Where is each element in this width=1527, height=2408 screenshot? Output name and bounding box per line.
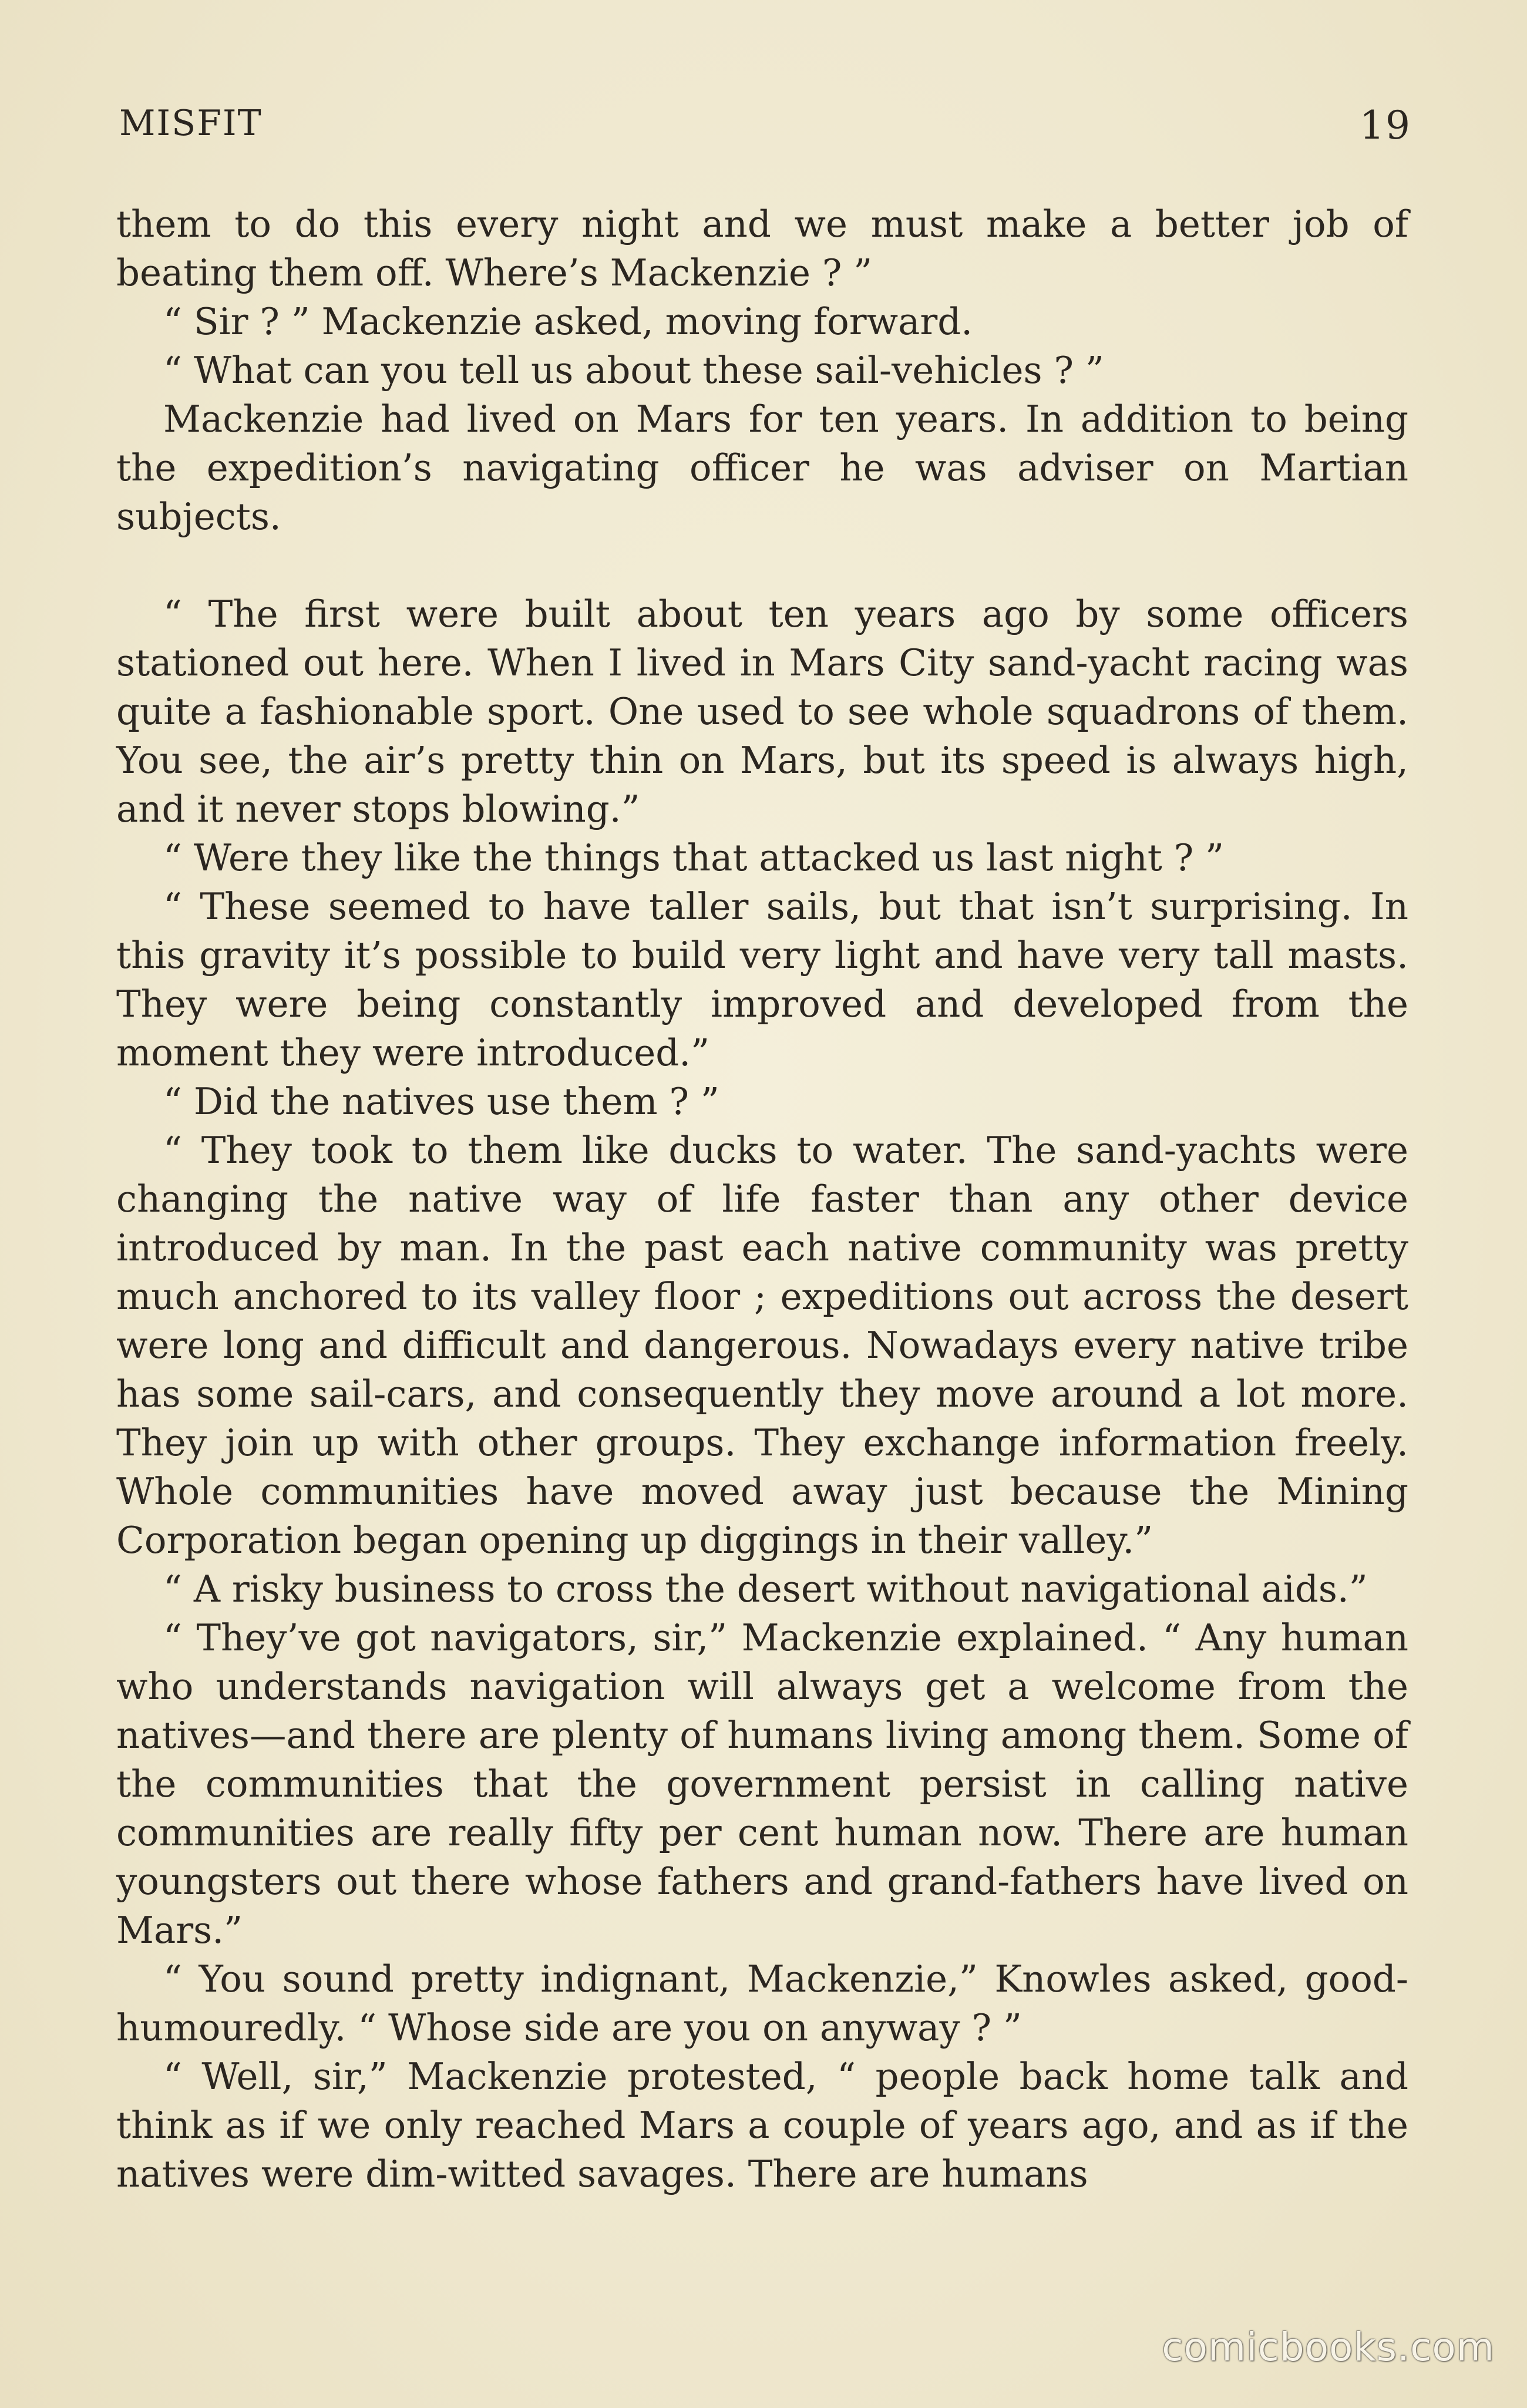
page-number: 19 (1360, 103, 1411, 148)
paragraph: “ The first were built about ten years ago by some officers stationed out here. When I lived in Mars City sand-yacht racing was quite a fashionable sport. One used to see whole squadrons of them. You see, the air’s pretty thin on Mars, but its speed is always high, and it never stops blowing.” (116, 593, 1408, 830)
paragraph: “ Well, sir,” Mackenzie protested, “ people back home talk and think as if we only reached Mars a couple of years ago, and as if the natives were dim-witted savages. There are humans (116, 2055, 1408, 2195)
paragraph: “ You sound pretty indignant, Mackenzie,” Knowles asked, good-humouredly. “ Whose side are you on anyway ? ” (116, 1958, 1408, 2049)
paragraph: them to do this every night and we must make a better job of beating them off. Where’s Mackenzie ? ” (116, 203, 1408, 294)
paragraph: “ These seemed to have taller sails, but that isn’t surprising. In this gravity it’s possible to build very light and have very tall masts. They were being constantly improved and developed from the moment they were introduced.” (116, 885, 1408, 1074)
watermark: comicbooks.com (1162, 2325, 1495, 2370)
paragraph: “ A risky business to cross the desert without navigational aids.” (163, 1568, 1368, 1610)
paragraph: “ They’ve got navigators, sir,” Mackenzie explained. “ Any human who understands navigation will always get a welcome from the natives—and there are plenty of humans living among them. Some of the communities that the government persist in calling native communities are really fifty per cent human now. There are human youngsters out there whose fathers and grand-fathers have lived on Mars.” (116, 1616, 1408, 1952)
paragraph: Mackenzie had lived on Mars for ten years. In addition to being the expedition’s navigating officer he was adviser on Martian subjects. (116, 398, 1408, 538)
paragraph: “ What can you tell us about these sail-vehicles ? ” (163, 349, 1104, 392)
paragraph: “ Did the natives use them ? ” (163, 1080, 719, 1123)
paragraph: “ They took to them like ducks to water. The sand-yachts were changing the native way of life faster than any other device introduced by man. In the past each native community was pretty much anchored to its valley floor ; expeditions out across the desert were long and difficult and dangerous. Nowadays every native tribe has some sail-cars, and consequently they move around a lot more. They join up with other groups. They exchange information freely. Whole communities have moved away just because the Mining Corporation began opening up diggings in their valley.” (116, 1129, 1408, 1562)
paragraph: “ Sir ? ” Mackenzie asked, moving forward. (163, 300, 973, 343)
paragraph: “ Were they like the things that attacked us last night ? ” (163, 836, 1225, 879)
page-header (119, 103, 1411, 156)
body-text (116, 200, 1408, 2198)
running-title: MISFIT (119, 103, 263, 144)
